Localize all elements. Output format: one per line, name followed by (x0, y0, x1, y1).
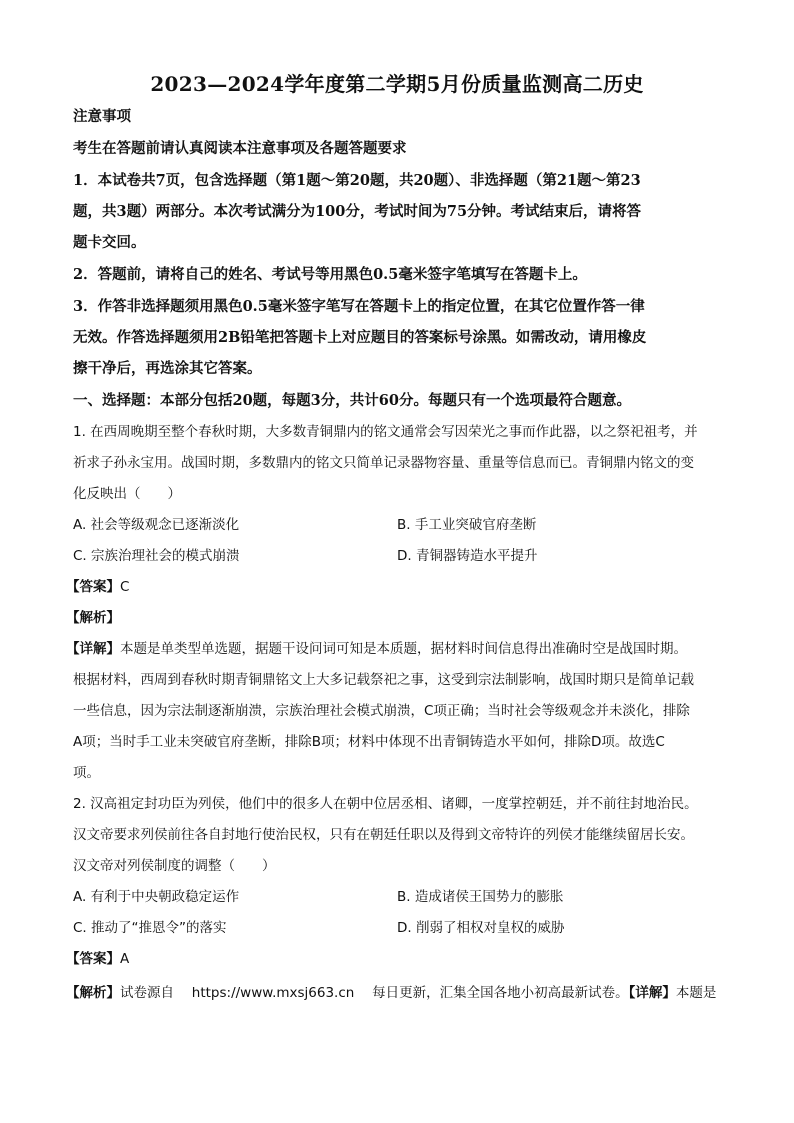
q1-detail-line-1 (66, 638, 716, 660)
q1-stem-line-2: 祈求子孙永宝用。战国时期，多数鼎内的铭文只简单记录器物容量、重量等信息而已。青铜鼎内铭文的变 (73, 455, 694, 471)
q2-option-c: C. 推动了“推恩令”的落实 (73, 920, 227, 936)
q1-answer-value: C (120, 579, 130, 595)
q2-stem-line-3: 汉文帝对列侯制度的调整（ ） (73, 858, 276, 874)
q2-analysis-line (66, 982, 716, 1004)
notice-item-3-line-1: 3．作答非选择题须用黑色0.5毫米签字笔写在答题卡上的指定位置，在其它位置作答一律 (73, 298, 645, 315)
q2-detail-tag: 【详解】 (628, 985, 676, 1001)
q2-answer-value: A (120, 951, 130, 967)
q1-detail-tag: 【详解】 (66, 641, 120, 657)
q2-option-b: B. 造成诸侯王国势力的膨胀 (397, 889, 564, 905)
q2-answer (66, 948, 716, 970)
q2-option-a: A. 有利于中央朝政稳定运作 (73, 889, 240, 905)
q1-option-d: D. 青铜器铸造水平提升 (397, 548, 538, 564)
q1-detail-line-4: A项；当时手工业未突破官府垄断，排除B项；材料中体现不出青铜铸造水平如何，排除D项。故选C (73, 734, 665, 750)
q1-detail-text-1: 本题是单类型单选题，据题干设问词可知是本质题，据材料时间信息得出准确时空是战国时期。 (120, 641, 687, 657)
q1-answer-tag: 【答案】 (66, 579, 120, 595)
q1-analysis-tag: 【解析】 (66, 610, 120, 626)
page-title: 2023—2024学年度第二学期5月份质量监测高二历史 (150, 72, 644, 96)
notice-heading: 注意事项 (73, 108, 131, 125)
notice-item-3-line-2: 无效。作答选择题须用2B铅笔把答题卡上对应题目的答案标号涂黑。如需改动，请用橡皮 (73, 329, 647, 346)
q1-stem-line-3: 化反映出（ ） (73, 486, 181, 502)
q1-option-c: C. 宗族治理社会的模式崩溃 (73, 548, 240, 564)
notice-item-1-line-2: 题，共3题）两部分。本次考试满分为100分，考试时间为75分钟。考试结束后，请将答 (73, 203, 642, 220)
q1-option-b: B. 手工业突破官府垄断 (397, 517, 537, 533)
section-heading: 一、选择题：本部分包括20题，每题3分，共计60分。每题只有一个选项最符合题意。 (73, 392, 631, 409)
q2-stem-line-1: 2. 汉高祖定封功臣为列侯，他们中的很多人在朝中位居丞相、诸卿，一度掌控朝廷，并不前往封地治民。 (73, 796, 698, 812)
q1-detail-line-5: 项。 (73, 765, 100, 781)
q1-option-a: A. 社会等级观念已逐渐淡化 (73, 517, 240, 533)
q1-stem-line-1: 1. 在西周晚期至整个春秋时期，大多数青铜鼎内的铭文通常会写因荣光之事而作此器，以之祭祀祖考，并 (73, 424, 698, 440)
notice-item-2: 2．答题前，请将自己的姓名、考试号等用黑色0.5毫米签字笔填写在答题卡上。 (73, 266, 587, 283)
q2-stem-line-2: 汉文帝要求列侯前往各自封地行使治民权，只有在朝廷任职以及得到文帝特许的列侯才能继续留居长安。 (73, 827, 694, 843)
notice-item-1-line-1: 1．本试卷共7页，包含选择题（第1题～第20题，共20题）、非选择题（第21题～第23 (73, 172, 641, 189)
notice-item-3-line-3: 擦干净后，再选涂其它答案。 (73, 360, 262, 377)
q2-detail-start: 本题是 (675, 985, 717, 1001)
q2-option-d: D. 削弱了相权对皇权的威胁 (397, 920, 565, 936)
q2-source-text: 试卷源自 https://www.mxsj663.cn 每日更新，汇集全国各地小初高最新试卷。 (120, 985, 629, 1001)
notice-item-1-line-3: 题卡交回。 (73, 234, 146, 251)
q1-answer (66, 576, 716, 598)
notice-subheading: 考生在答题前请认真阅读本注意事项及各题答题要求 (73, 140, 407, 157)
q1-detail-line-2: 根据材料，西周到春秋时期青铜鼎铭文上大多记载祭祀之事，这受到宗法制影响，战国时期只是简单记载 (73, 672, 694, 688)
q2-answer-tag: 【答案】 (66, 951, 120, 967)
q2-analysis-tag: 【解析】 (66, 985, 120, 1001)
q1-detail-line-3: 一些信息，因为宗法制逐渐崩溃，宗族治理社会模式崩溃，C项正确；当时社会等级观念并未淡化，排除 (73, 703, 690, 719)
